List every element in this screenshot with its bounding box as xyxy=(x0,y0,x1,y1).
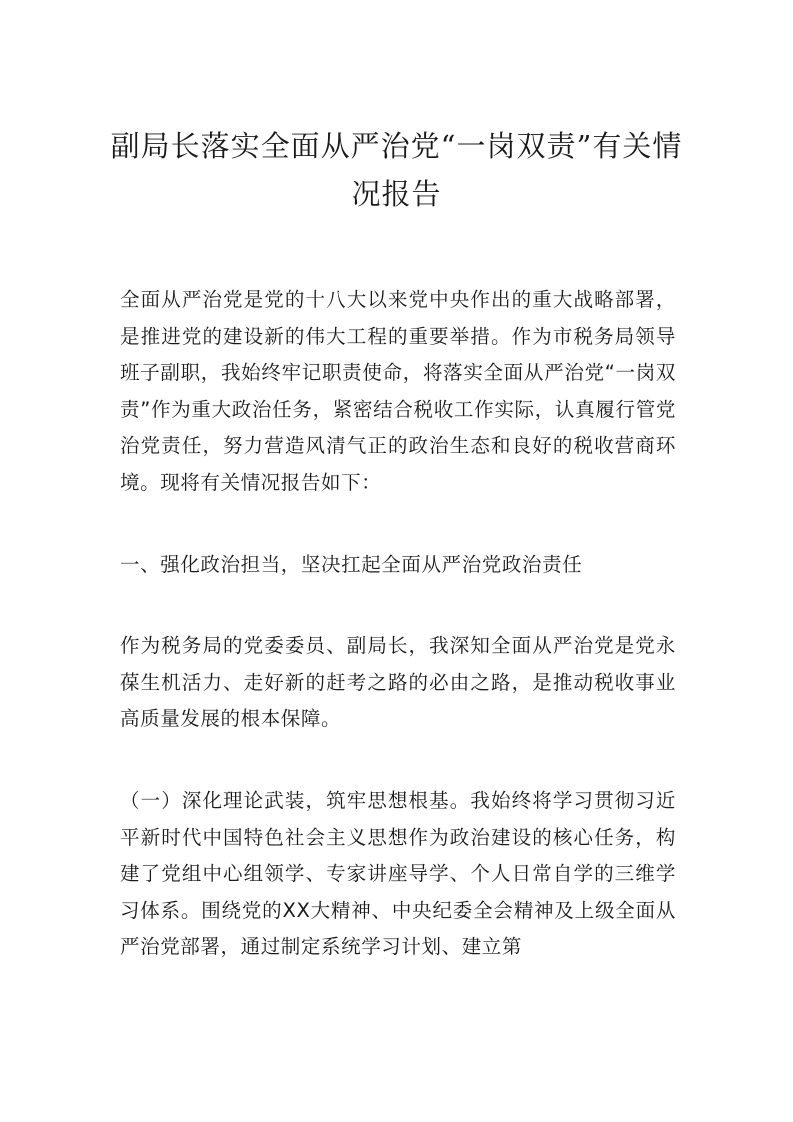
paragraph-subsection-1: （一）深化理论武装，筑牢思想根基。我始终将学习贯彻习近平新时代中国特色社会主义思想作为政治建设的核心任务，构建了党组中心组领学、专家讲座导学、个人日常自学的三维学习体系。围绕党的XX大精神、中央纪委全会精神及上级全面从严治党部署，通过制定系统学习计划、建立第 xyxy=(120,788,676,959)
paragraph-intro: 全面从严治党是党的十八大以来党中央作出的重大战略部署，是推进党的建设新的伟大工程的重要举措。作为市税务局领导班子副职，我始终牢记职责使命，将落实全面从严治党“一岗双责”作为重大政治任务，紧密结合税收工作实际，认真履行管党治党责任，努力营造风清气正的政治生态和良好的税收营商环境。现将有关情况报告如下： xyxy=(120,288,676,494)
document-body xyxy=(120,282,676,966)
paragraph-section-1: 作为税务局的党委委员、副局长，我深知全面从严治党是党永葆生机活力、走好新的赶考之路的必由之路，是推动税收事业高质量发展的根本保障。 xyxy=(120,634,676,731)
document-title: 副局长落实全面从严治党“一岗双责”有关情况报告 xyxy=(110,129,683,211)
section-heading-1: 一、强化政治担当，坚决扛起全面从严治党政治责任 xyxy=(120,552,583,576)
